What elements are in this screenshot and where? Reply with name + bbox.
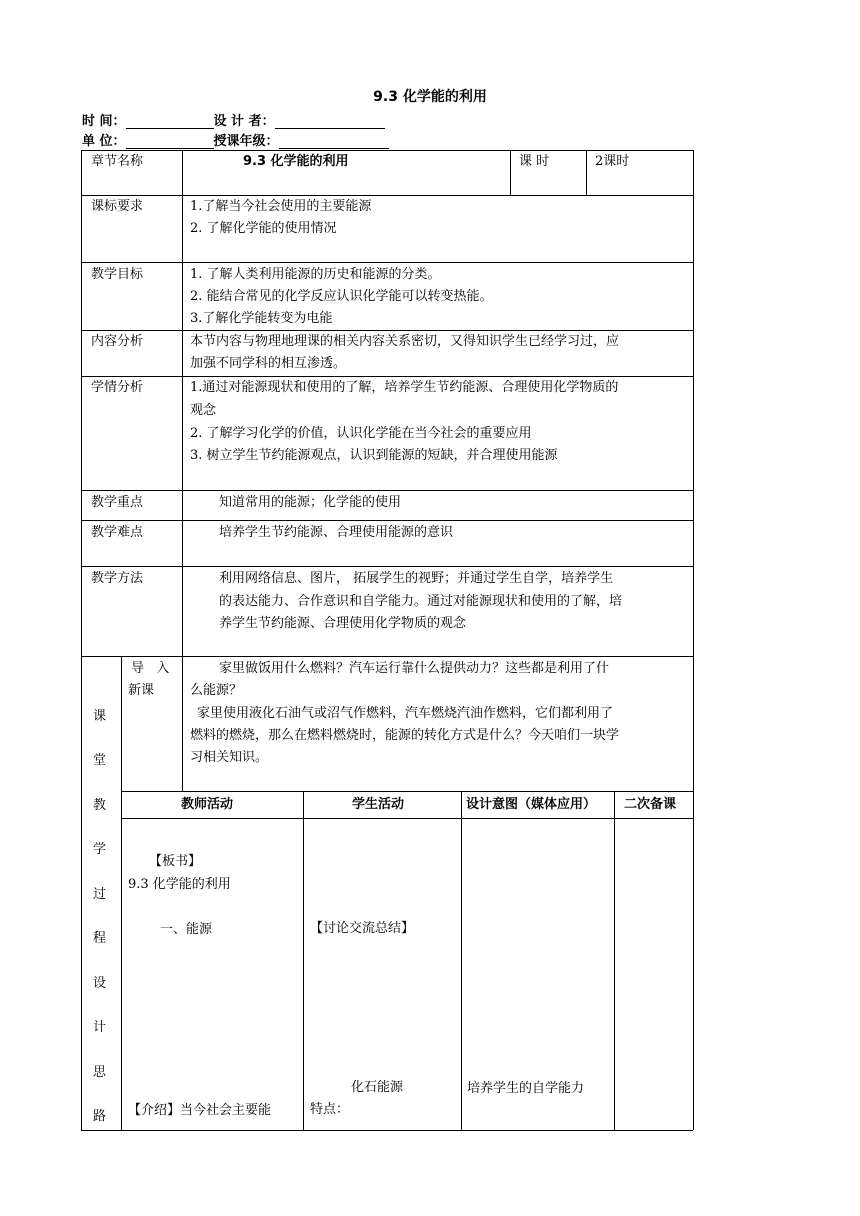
unit-blank <box>126 134 214 149</box>
difficult-label: 教学难点 <box>91 525 144 540</box>
intro-label-1: 导 入 <box>131 661 170 676</box>
table-rule <box>121 818 693 819</box>
chapter-label: 章节名称 <box>91 154 144 169</box>
standard-line-2: 2. 了解化学能的使用情况 <box>190 221 337 236</box>
student-label: 学情分析 <box>91 380 144 395</box>
intro-line-1: 家里做饭用什么燃料？汽车运行靠什么提供动力？这些都是利用了什 <box>219 661 610 676</box>
difficult-value: 培养学生节约能源、合理使用能源的意识 <box>219 525 454 540</box>
unit-label: 单 位： <box>82 134 126 149</box>
key-label: 教学重点 <box>91 495 144 510</box>
table-rule <box>121 791 693 792</box>
side-char: 学 <box>93 842 107 857</box>
side-char: 教 <box>93 798 107 813</box>
time-label: 时 间： <box>82 114 126 129</box>
table-rule <box>586 150 587 195</box>
table-rule <box>121 656 122 1130</box>
goal-line-3: 3.了解化学能转变为电能 <box>190 311 333 326</box>
teacher-board: 【板书】 <box>149 854 202 869</box>
teacher-energy: 一、能源 <box>160 922 213 937</box>
table-rule <box>182 656 183 791</box>
chapter-value: 9.3 化学能的利用 <box>243 154 349 169</box>
side-char: 课 <box>93 709 107 724</box>
student-line-1: 1.通过对能源现状和使用的了解，培养学生节约能源、合理使用化学物质的 <box>190 380 619 395</box>
method-line-1: 利用网络信息、图片， 拓展学生的视野；并通过学生自学，培养学生 <box>219 571 614 586</box>
table-rule <box>81 566 693 567</box>
header-row-2 <box>82 130 389 149</box>
side-char: 计 <box>93 1020 107 1035</box>
table-rule <box>693 150 694 1130</box>
period-label: 课 时 <box>519 154 550 169</box>
intro-line-2: 么能源？ <box>190 683 243 698</box>
side-char: 设 <box>93 976 107 991</box>
table-rule <box>614 791 615 1130</box>
intro-label-2: 新课 <box>128 683 155 698</box>
col-header-design: 设计意图（媒体应用） <box>466 797 597 812</box>
table-rule <box>81 490 693 491</box>
student-feature: 特点： <box>310 1102 350 1117</box>
content-label: 内容分析 <box>91 334 144 349</box>
side-char: 过 <box>93 887 107 902</box>
method-label: 教学方法 <box>91 571 144 586</box>
table-rule <box>81 262 693 263</box>
intro-line-4: 燃料的燃烧，那么在燃料燃烧时，能源的转化方式是什么？今天咱们一块学 <box>190 728 620 743</box>
col-header-student: 学生活动 <box>352 797 405 812</box>
table-rule <box>81 656 693 657</box>
side-char: 堂 <box>93 753 107 768</box>
time-blank <box>126 114 214 129</box>
table-rule <box>81 1130 693 1131</box>
teacher-intro: 【介绍】当今社会主要能 <box>128 1103 272 1118</box>
table-rule <box>81 520 693 521</box>
col-header-teacher: 教师活动 <box>181 797 234 812</box>
table-rule <box>461 791 462 1130</box>
intro-line-5: 习相关知识。 <box>190 750 269 765</box>
content-line-2: 加强不同学科的相互渗透。 <box>190 356 347 371</box>
header-row-1 <box>82 110 385 129</box>
col-header-second: 二次备课 <box>624 797 677 812</box>
goal-line-1: 1. 了解人类利用能源的历史和能源的分类。 <box>190 267 441 282</box>
page-title: 9.3 化学能的利用 <box>373 89 487 105</box>
standard-label: 课标要求 <box>91 199 144 214</box>
designer-label: 设 计 者： <box>213 114 275 129</box>
table-rule <box>303 791 304 1130</box>
student-fossil: 化石能源 <box>351 1080 404 1095</box>
side-char: 程 <box>93 931 107 946</box>
method-line-2: 的表达能力、合作意识和自学能力。通过对能源现状和使用的了解，培 <box>219 594 623 609</box>
table-rule <box>81 150 82 1130</box>
standard-line-1: 1.了解当今社会使用的主要能源 <box>190 199 372 214</box>
intro-line-3: 家里使用液化石油气或沼气作燃料，汽车燃烧汽油作燃料，它们都利用了 <box>197 706 614 721</box>
method-line-3: 养学生节约能源、合理使用化学物质的观念 <box>219 616 467 631</box>
content-line-1: 本节内容与物理地理课的相关内容关系密切，又得知识学生已经学习过，应 <box>190 334 620 349</box>
table-rule <box>81 195 693 196</box>
goal-label: 教学目标 <box>91 267 144 282</box>
student-discuss: 【讨论交流总结】 <box>310 921 415 936</box>
table-rule <box>510 150 511 195</box>
student-line-4: 3. 树立学生节约能源观点，认识到能源的短缺，并合理使用能源 <box>190 448 558 463</box>
grade-label: 授课年级： <box>213 134 279 149</box>
student-line-3: 2. 了解学习化学的价值，认识化学能在当今社会的重要应用 <box>190 426 532 441</box>
designer-blank <box>275 114 385 129</box>
teacher-title: 9.3 化学能的利用 <box>128 877 231 892</box>
side-char: 思 <box>93 1065 107 1080</box>
student-line-2: 观念 <box>190 403 217 418</box>
table-rule <box>182 150 183 656</box>
grade-blank <box>279 134 389 149</box>
period-value: 2课时 <box>595 154 630 169</box>
key-value: 知道常用的能源；化学能的使用 <box>219 495 402 510</box>
goal-line-2: 2. 能结合常见的化学反应认识化学能可以转变热能。 <box>190 289 493 304</box>
side-char: 路 <box>93 1109 107 1124</box>
design-self-study: 培养学生的自学能力 <box>467 1081 585 1096</box>
